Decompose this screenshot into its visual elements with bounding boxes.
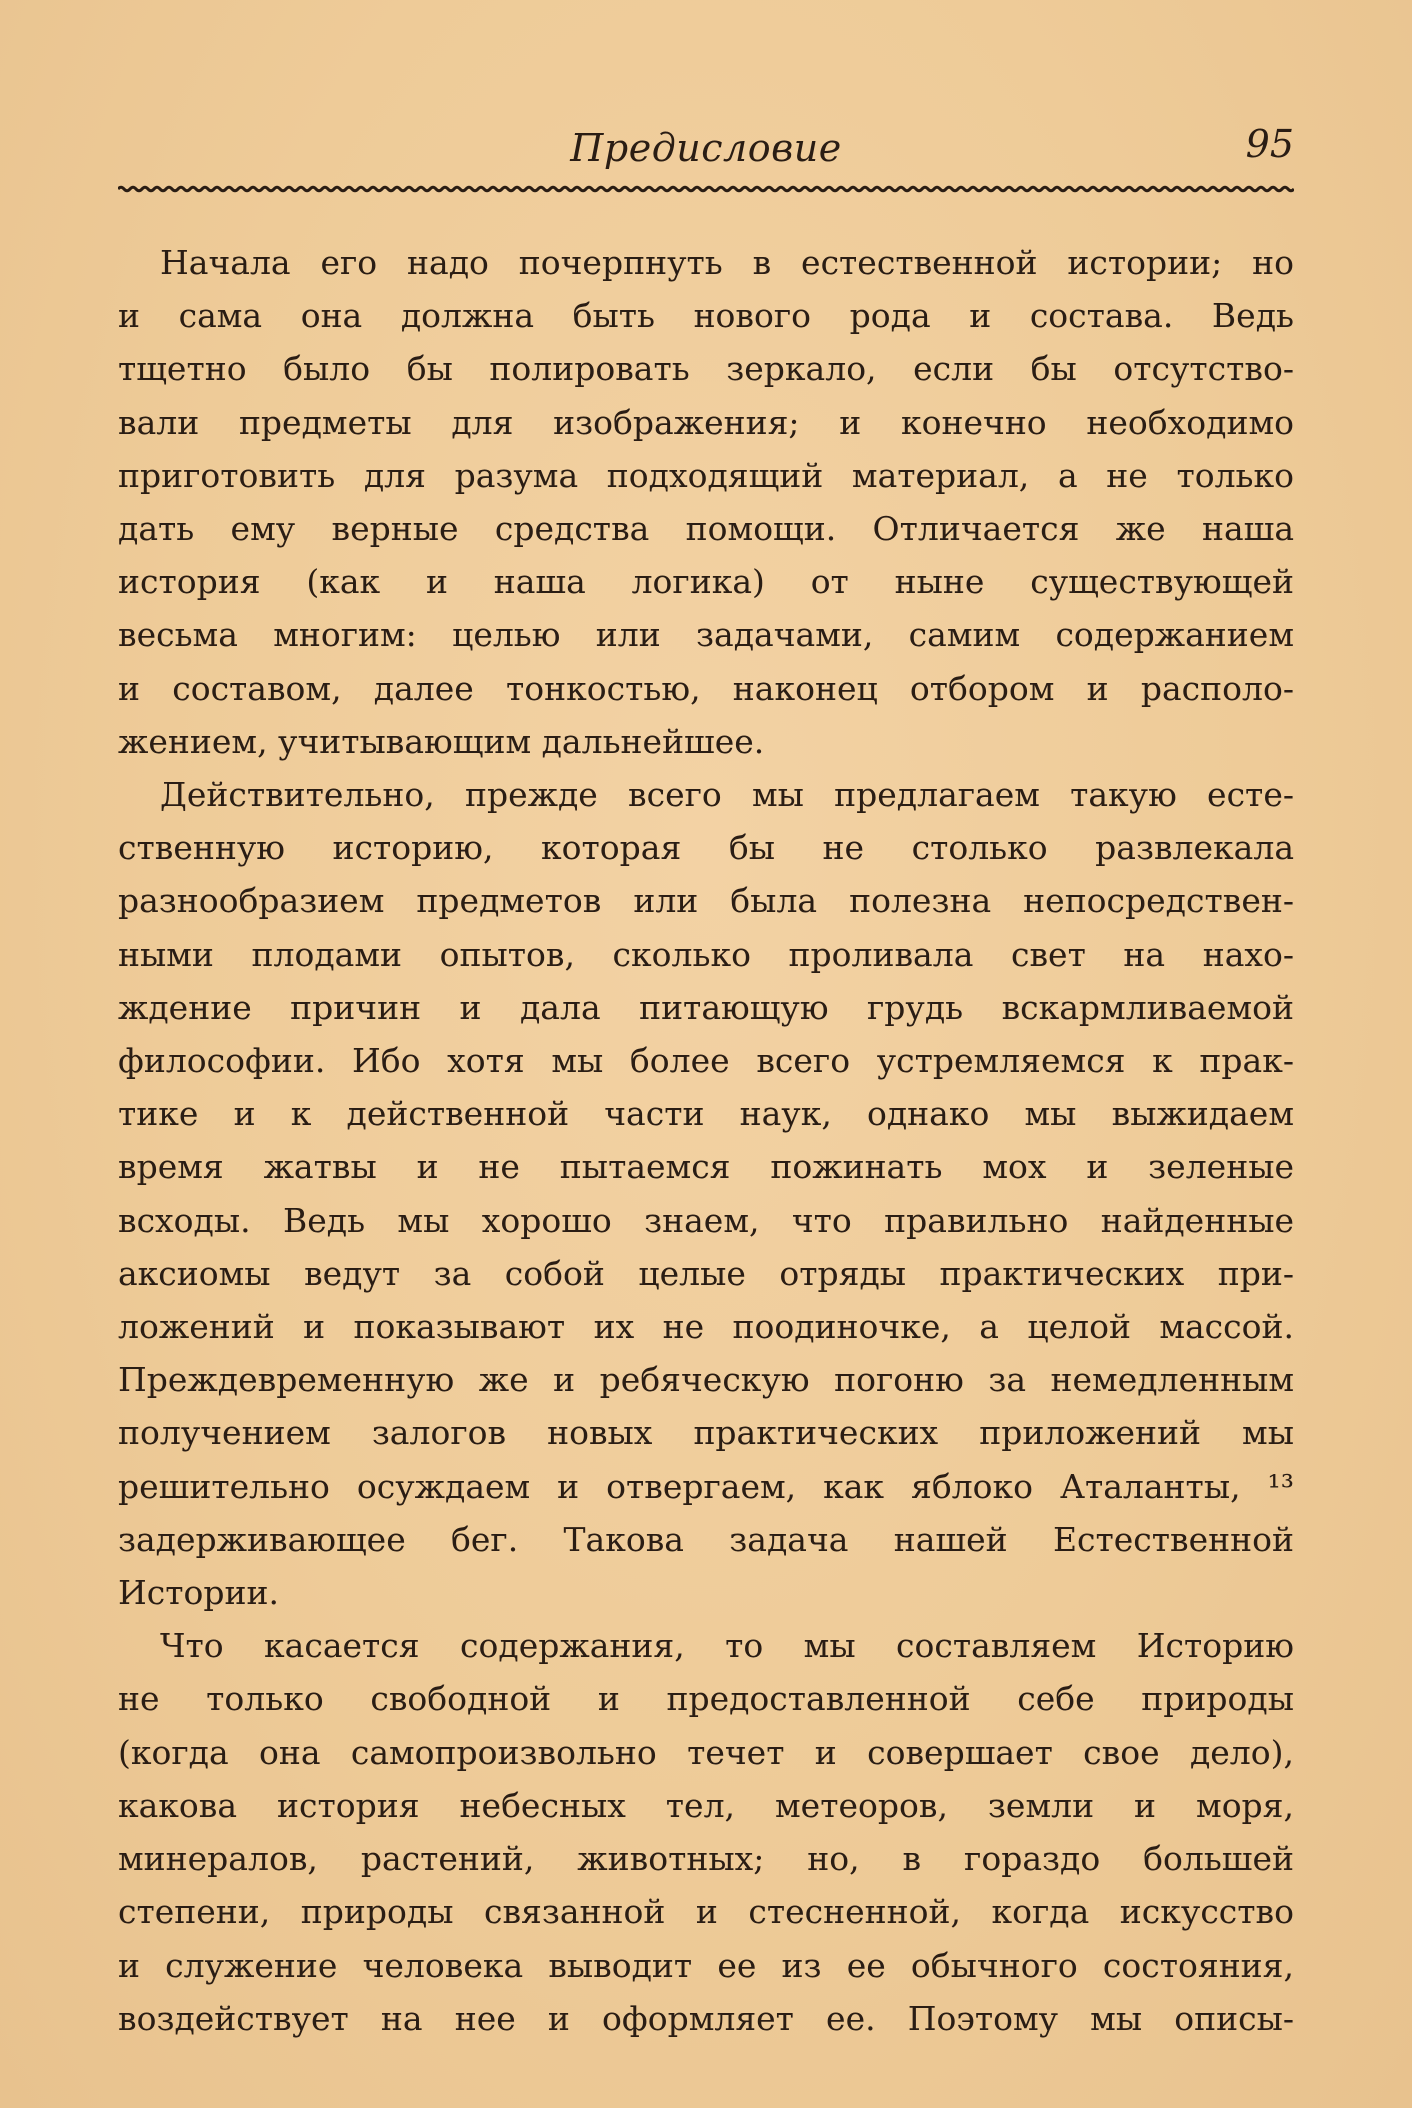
page-number: 95 [1245, 122, 1294, 166]
text-line: воздействует на нее и оформляет ее. Поэтому мы описы- [118, 1998, 1294, 2038]
text-line: ложений и показывают их не поодиночке, а целой массой. [118, 1307, 1294, 1347]
text-line: аксиомы ведут за собой целые отряды практических при- [118, 1253, 1294, 1293]
body-text [118, 236, 1294, 2045]
paragraph-2 [118, 768, 1294, 1619]
text-line: время жатвы и не пытаемся пожинать мох и зеленые [118, 1147, 1294, 1187]
text-line: какова история небесных тел, метеоров, земли и моря, [118, 1785, 1294, 1825]
text-line: ными плодами опытов, сколько проливала свет на нахо- [118, 934, 1294, 974]
text-line: не только свободной и предоставленной себе природы [118, 1679, 1294, 1719]
text-line: степени, природы связанной и стесненной, когда искусство [118, 1892, 1294, 1932]
text-line: Преждевременную же и ребяческую погоню за немедленным [118, 1360, 1294, 1400]
text-line: (когда она самопроизвольно течет и совершает свое дело), [118, 1732, 1294, 1772]
text-line: ждение причин и дала питающую грудь вскармливаемой [118, 987, 1294, 1027]
text-line: жением, учитывающим дальнейшее. [118, 721, 765, 761]
text-line: тщетно было бы полировать зеркало, если бы отсутство- [118, 349, 1294, 389]
text-line: разнообразием предметов или была полезна непосредствен- [118, 881, 1294, 921]
text-line: Начала его надо почерпнуть в естественной истории; но [160, 243, 1294, 282]
text-line: всходы. Ведь мы хорошо знаем, что правильно найденные [118, 1200, 1294, 1240]
text-line: и служение человека выводит ее из ее обычного состояния, [118, 1945, 1294, 1985]
text-line: решительно осуждаем и отвергаем, как яблоко Аталанты, ¹³ [118, 1466, 1294, 1506]
text-line: Истории. [118, 1573, 279, 1613]
text-line: приготовить для разума подходящий материал, а не только [118, 455, 1294, 495]
text-line: Что касается содержания, то мы составляем Историю [160, 1626, 1294, 1666]
text-line: философии. Ибо хотя мы более всего устремляемся к прак- [118, 1041, 1294, 1081]
text-line: получением залогов новых практических приложений мы [118, 1413, 1294, 1453]
paragraph-3 [118, 1619, 1294, 2045]
text-line: вали предметы для изображения; и конечно необходимо [118, 402, 1294, 442]
text-line: история (как и наша логика) от ныне существующей [118, 562, 1294, 602]
text-line: Действительно, прежде всего мы предлагаем такую есте- [160, 775, 1294, 815]
text-line: минералов, растений, животных; но, в гораздо большей [118, 1839, 1294, 1879]
text-line: задерживающее бег. Такова задача нашей Естественной [118, 1519, 1294, 1559]
wavy-ornamental-rule [118, 182, 1294, 196]
text-line: весьма многим: целью или задачами, самим содержанием [118, 615, 1294, 655]
text-line: дать ему верные средства помощи. Отличается же наша [118, 509, 1294, 549]
paragraph-1 [118, 236, 1294, 768]
text-line: и сама она должна быть нового рода и состава. Ведь [118, 296, 1294, 336]
page-header [118, 118, 1294, 178]
text-line: тике и к действенной части наук, однако мы выжидаем [118, 1094, 1294, 1134]
running-title: Предисловие [570, 126, 842, 170]
text-line: ственную историю, которая бы не столько развлекала [118, 828, 1294, 868]
text-line: и составом, далее тонкостью, наконец отбором и располо- [118, 668, 1294, 708]
